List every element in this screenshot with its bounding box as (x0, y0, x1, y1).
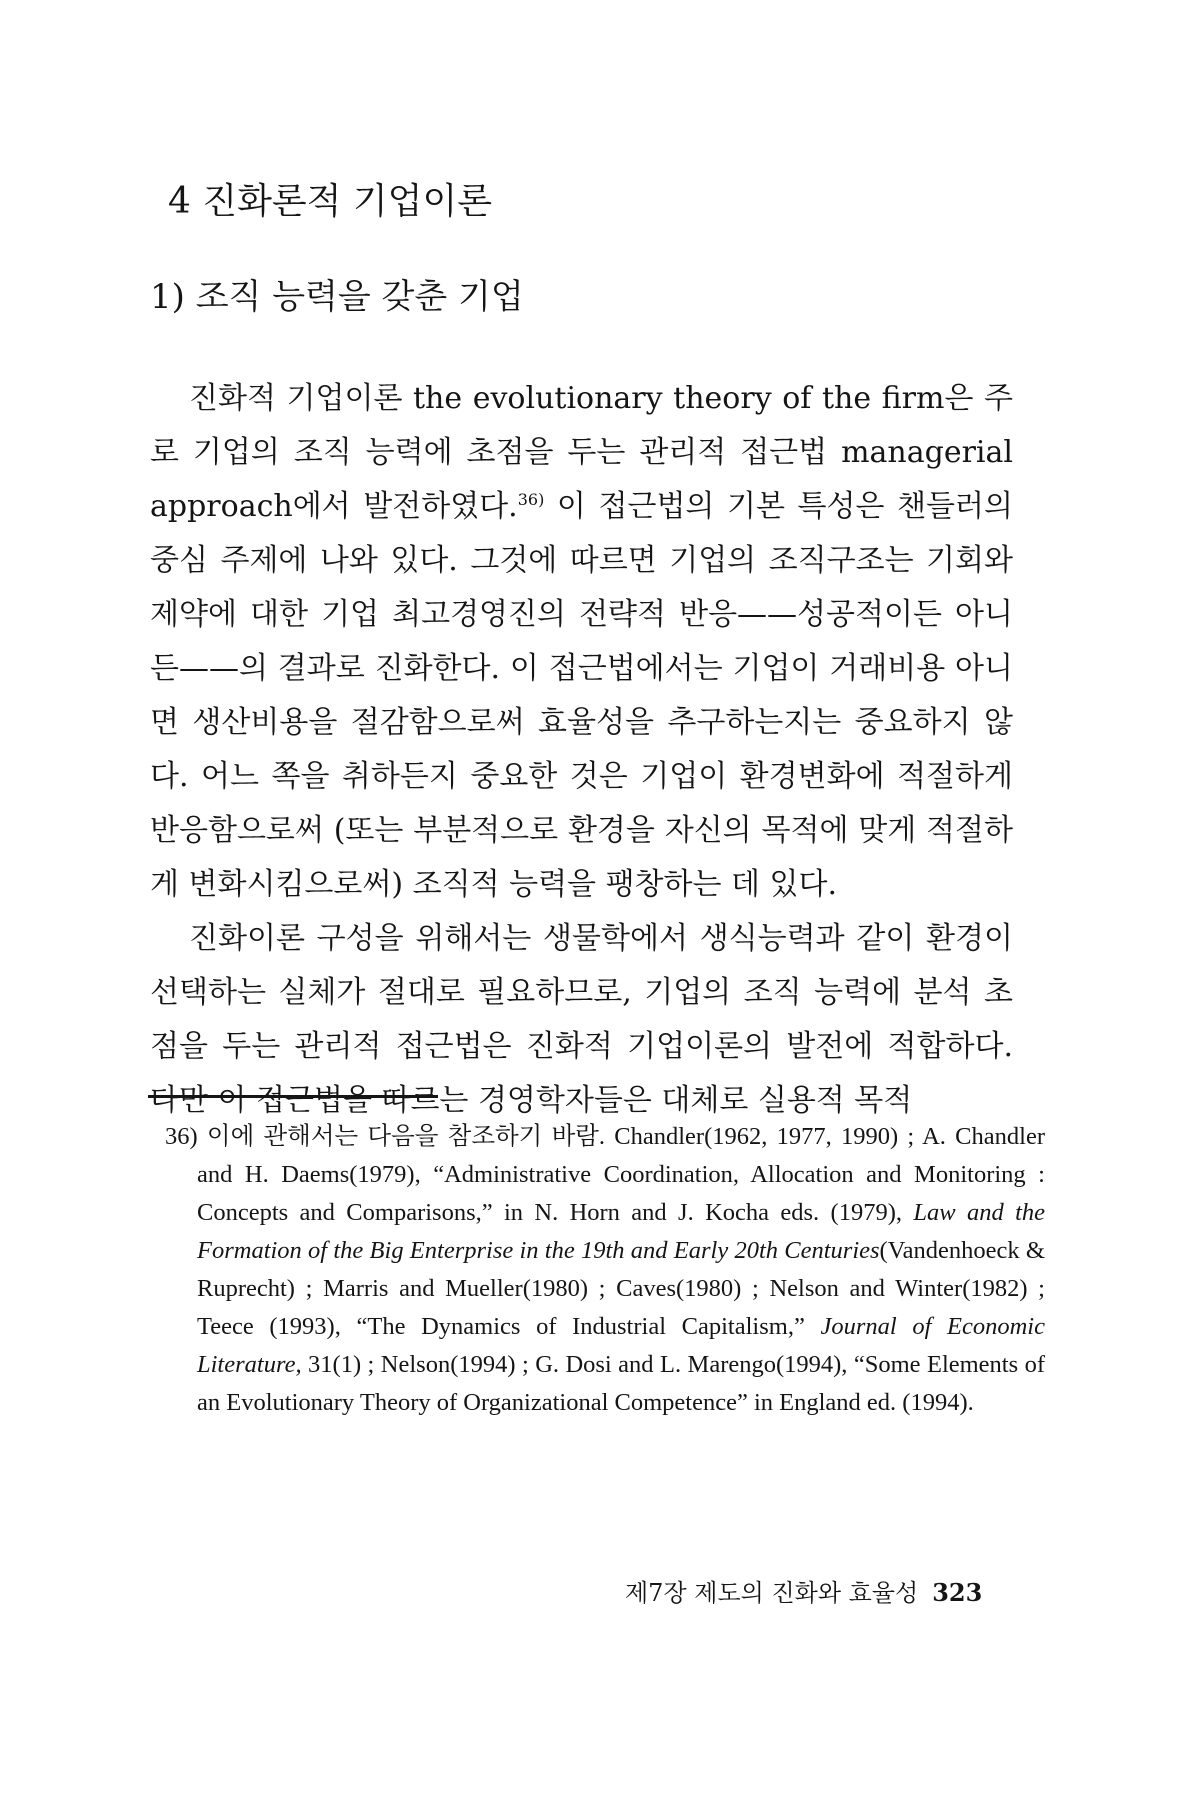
footnote-journal-title: Journal of Economic Literature, (197, 1313, 1045, 1378)
footnote-text-2: (Vandenhoeck & Ruprecht) ; Marris and Mueller(1980) ; Caves(1980) ; Nelson and Winter(1982) ; Teece (1993), “The Dynamics of Industrial Capitalism,” (197, 1237, 1045, 1340)
footnote-divider (148, 1095, 438, 1098)
footnote-text-3: 31(1) ; Nelson(1994) ; G. Dosi and L. Marengo(1994), “Some Elements of an Evolutionary Theory of Organizational Competence” in England ed. (1994). (197, 1351, 1045, 1416)
footnote-reference: 36) (517, 490, 545, 509)
paragraph-1 (150, 372, 1013, 912)
footnote-book-title: Law and the Formation of the Big Enterprise in the 19th and Early 20th Centuries (197, 1199, 1045, 1264)
running-title: 제7장 제도의 진화와 효율성 (625, 1579, 919, 1607)
paragraph-1-text-a: 진화적 기업이론 the evolutionary theory of the firm은 주로 기업의 조직 능력에 초점을 두는 관리적 접근법 managerial approach에서 발전하였다. (150, 381, 1013, 524)
page-number: 323 (932, 1578, 983, 1607)
body-text (150, 372, 1013, 1128)
footnote-text-1: 36) 이에 관해서는 다음을 참조하기 바람. Chandler(1962, 1977, 1990) ; A. Chandler and H. Daems(1979), “Administrative Coordination, Allocation and Monitoring : Concepts and Comparisons,” in N. Horn and J. Kocha eds. (1979), (165, 1123, 1045, 1226)
page-footer (625, 1578, 982, 1608)
section-title: 4 진화론적 기업이론 (168, 181, 492, 222)
footnote-36 (165, 1118, 1045, 1422)
subsection-title: 1) 조직 능력을 갖춘 기업 (150, 277, 524, 317)
paragraph-1-text-b: 이 접근법의 기본 특성은 챈들러의 중심 주제에 나와 있다. 그것에 따르면 기업의 조직구조는 기회와 제약에 대한 기업 최고경영진의 전략적 반응——성공적이든 아니든——의 결과로 진화한다. 이 접근법에서는 기업이 거래비용 아니면 생산비용을 절감함으로써 효율성을 추구하는지는 중요하지 않다. 어느 쪽을 취하든지 중요한 것은 기업이 환경변화에 적절하게 반응함으로써 (또는 부분적으로 환경을 자신의 목적에 맞게 적절하게 변화시킴으로써) 조직적 능력을 팽창하는 데 있다. (150, 489, 1013, 902)
paragraph-2: 진화이론 구성을 위해서는 생물학에서 생식능력과 같이 환경이 선택하는 실체가 절대로 필요하므로, 기업의 조직 능력에 분석 초점을 두는 관리적 접근법은 진화적 기업이론의 발전에 적합하다. 다만 이 접근법을 따르는 경영학자들은 대체로 실용적 목적 (150, 921, 1013, 1118)
